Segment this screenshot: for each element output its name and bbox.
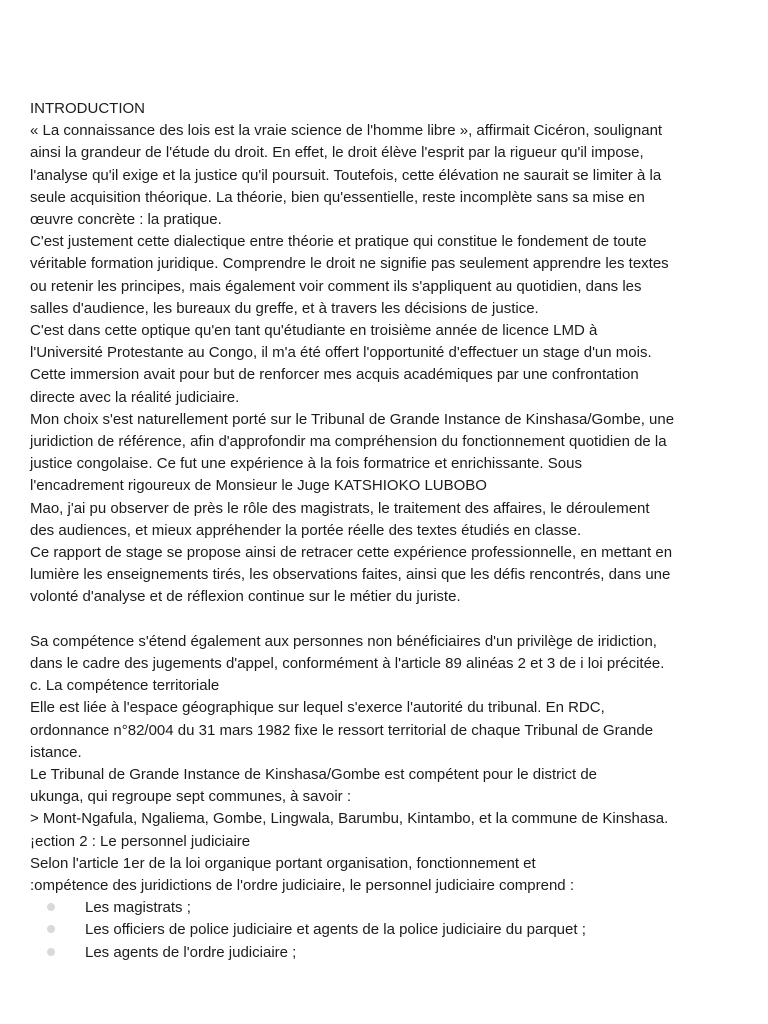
intro-line: ainsi la grandeur de l'étude du droit. En effet, le droit élève l'esprit par la rigueur qu'il impose, (30, 144, 644, 162)
bullet-icon (47, 948, 55, 956)
section-line: :ompétence des juridictions de l'ordre judiciaire, le personnel judiciaire comprend : (30, 877, 574, 895)
intro-line: Cette immersion avait pour but de renforcer mes acquis académiques par une confrontation (30, 366, 639, 384)
communes-line: > Mont-Ngafula, Ngaliema, Gombe, Lingwala, Barumbu, Kintambo, et la commune de Kinshasa. (30, 810, 669, 828)
intro-line: l'analyse qu'il exige et la justice qu'il poursuit. Toutefois, cette élévation ne saurait se limiter à la (30, 166, 662, 184)
intro-line: C'est dans cette optique qu'en tant qu'étudiante en troisième année de licence LMD à (30, 322, 598, 340)
intro-line: véritable formation juridique. Comprendre le droit ne signifie pas seulement apprendre les textes (30, 255, 669, 273)
intro-line: seule acquisition théorique. La théorie, bien qu'essentielle, reste incomplète sans sa mise en (30, 188, 645, 206)
intro-line: l'encadrement rigoureux de Monsieur le Juge KATSHIOKO LUBOBO (30, 477, 487, 495)
section-line: dans le cadre des jugements d'appel, conformément à l'article 89 alinéas 2 et 3 de i loi précitée. (30, 655, 665, 673)
bullet-icon (47, 903, 55, 911)
intro-line: des audiences, et mieux appréhender la portée réelle des textes étudiés en classe. (30, 521, 582, 539)
section-line: Elle est liée à l'espace géographique sur lequel s'exerce l'autorité du tribunal. En RDC, (30, 699, 605, 717)
personnel-list (30, 897, 750, 964)
intro-paragraphs (30, 120, 750, 608)
intro-line: « La connaissance des lois est la vraie science de l'homme libre », affirmait Cicéron, soulignant (30, 122, 663, 140)
section-line: Sa compétence s'étend également aux personnes non bénéficiaires d'un privilège de iridiction, (30, 632, 657, 650)
intro-line: volonté d'analyse et de réflexion continue sur le métier du juriste. (30, 588, 461, 606)
list-item-text: Les magistrats ; (85, 899, 191, 917)
intro-line: Mao, j'ai pu observer de près le rôle des magistrats, le traitement des affaires, le déroulement (30, 499, 650, 517)
intro-line: ou retenir les principes, mais également voir comment ils s'appliquent au quotidien, dans les (30, 277, 642, 295)
subsection-heading: c. La compétence territoriale (30, 677, 220, 695)
intro-line: Mon choix s'est naturellement porté sur le Tribunal de Grande Instance de Kinshasa/Gombe, une (30, 410, 675, 428)
section-paragraphs (30, 631, 750, 897)
intro-line: l'Université Protestante au Congo, il m'a été offert l'opportunité d'effectuer un stage d'un mois. (30, 344, 652, 362)
section-line: ukunga, qui regroupe sept communes, à savoir : (30, 788, 352, 806)
intro-line: œuvre concrète : la pratique. (30, 211, 222, 229)
intro-line: Ce rapport de stage se propose ainsi de retracer cette expérience professionnelle, en mettant en (30, 544, 673, 562)
section-line: Le Tribunal de Grande Instance de Kinshasa/Gombe est compétent pour le district de (30, 766, 597, 784)
intro-line: juridiction de référence, afin d'approfondir ma compréhension du fonctionnement quotidien de la (30, 433, 667, 451)
list-item (30, 942, 750, 964)
document-page (30, 98, 750, 964)
intro-line: lumière les enseignements tirés, les observations faites, ainsi que les défis rencontrés, dans une (30, 566, 671, 584)
paragraph-gap (30, 609, 750, 631)
bullet-icon (47, 925, 55, 933)
list-item-text: Les officiers de police judiciaire et agents de la police judiciaire du parquet ; (85, 921, 586, 939)
intro-line: justice congolaise. Ce fut une expérience à la fois formatrice et enrichissante. Sous (30, 455, 582, 473)
list-item (30, 897, 750, 919)
section-heading: ¡ection 2 : Le personnel judiciaire (30, 832, 251, 850)
intro-heading: INTRODUCTION (30, 100, 145, 117)
section-line: Selon l'article 1er de la loi organique portant organisation, fonctionnement et (30, 854, 536, 872)
section-line: ordonnance n°82/004 du 31 mars 1982 fixe le ressort territorial de chaque Tribunal de Grande (30, 721, 654, 739)
intro-line: salles d'audience, les bureaux du greffe, et à travers les décisions de justice. (30, 299, 539, 317)
section-line: istance. (30, 743, 82, 761)
intro-line: directe avec la réalité judiciaire. (30, 388, 240, 406)
list-item (30, 919, 750, 941)
list-item-text: Les agents de l'ordre judiciaire ; (85, 943, 297, 961)
intro-line: C'est justement cette dialectique entre théorie et pratique qui constitue le fondement de toute (30, 233, 647, 251)
